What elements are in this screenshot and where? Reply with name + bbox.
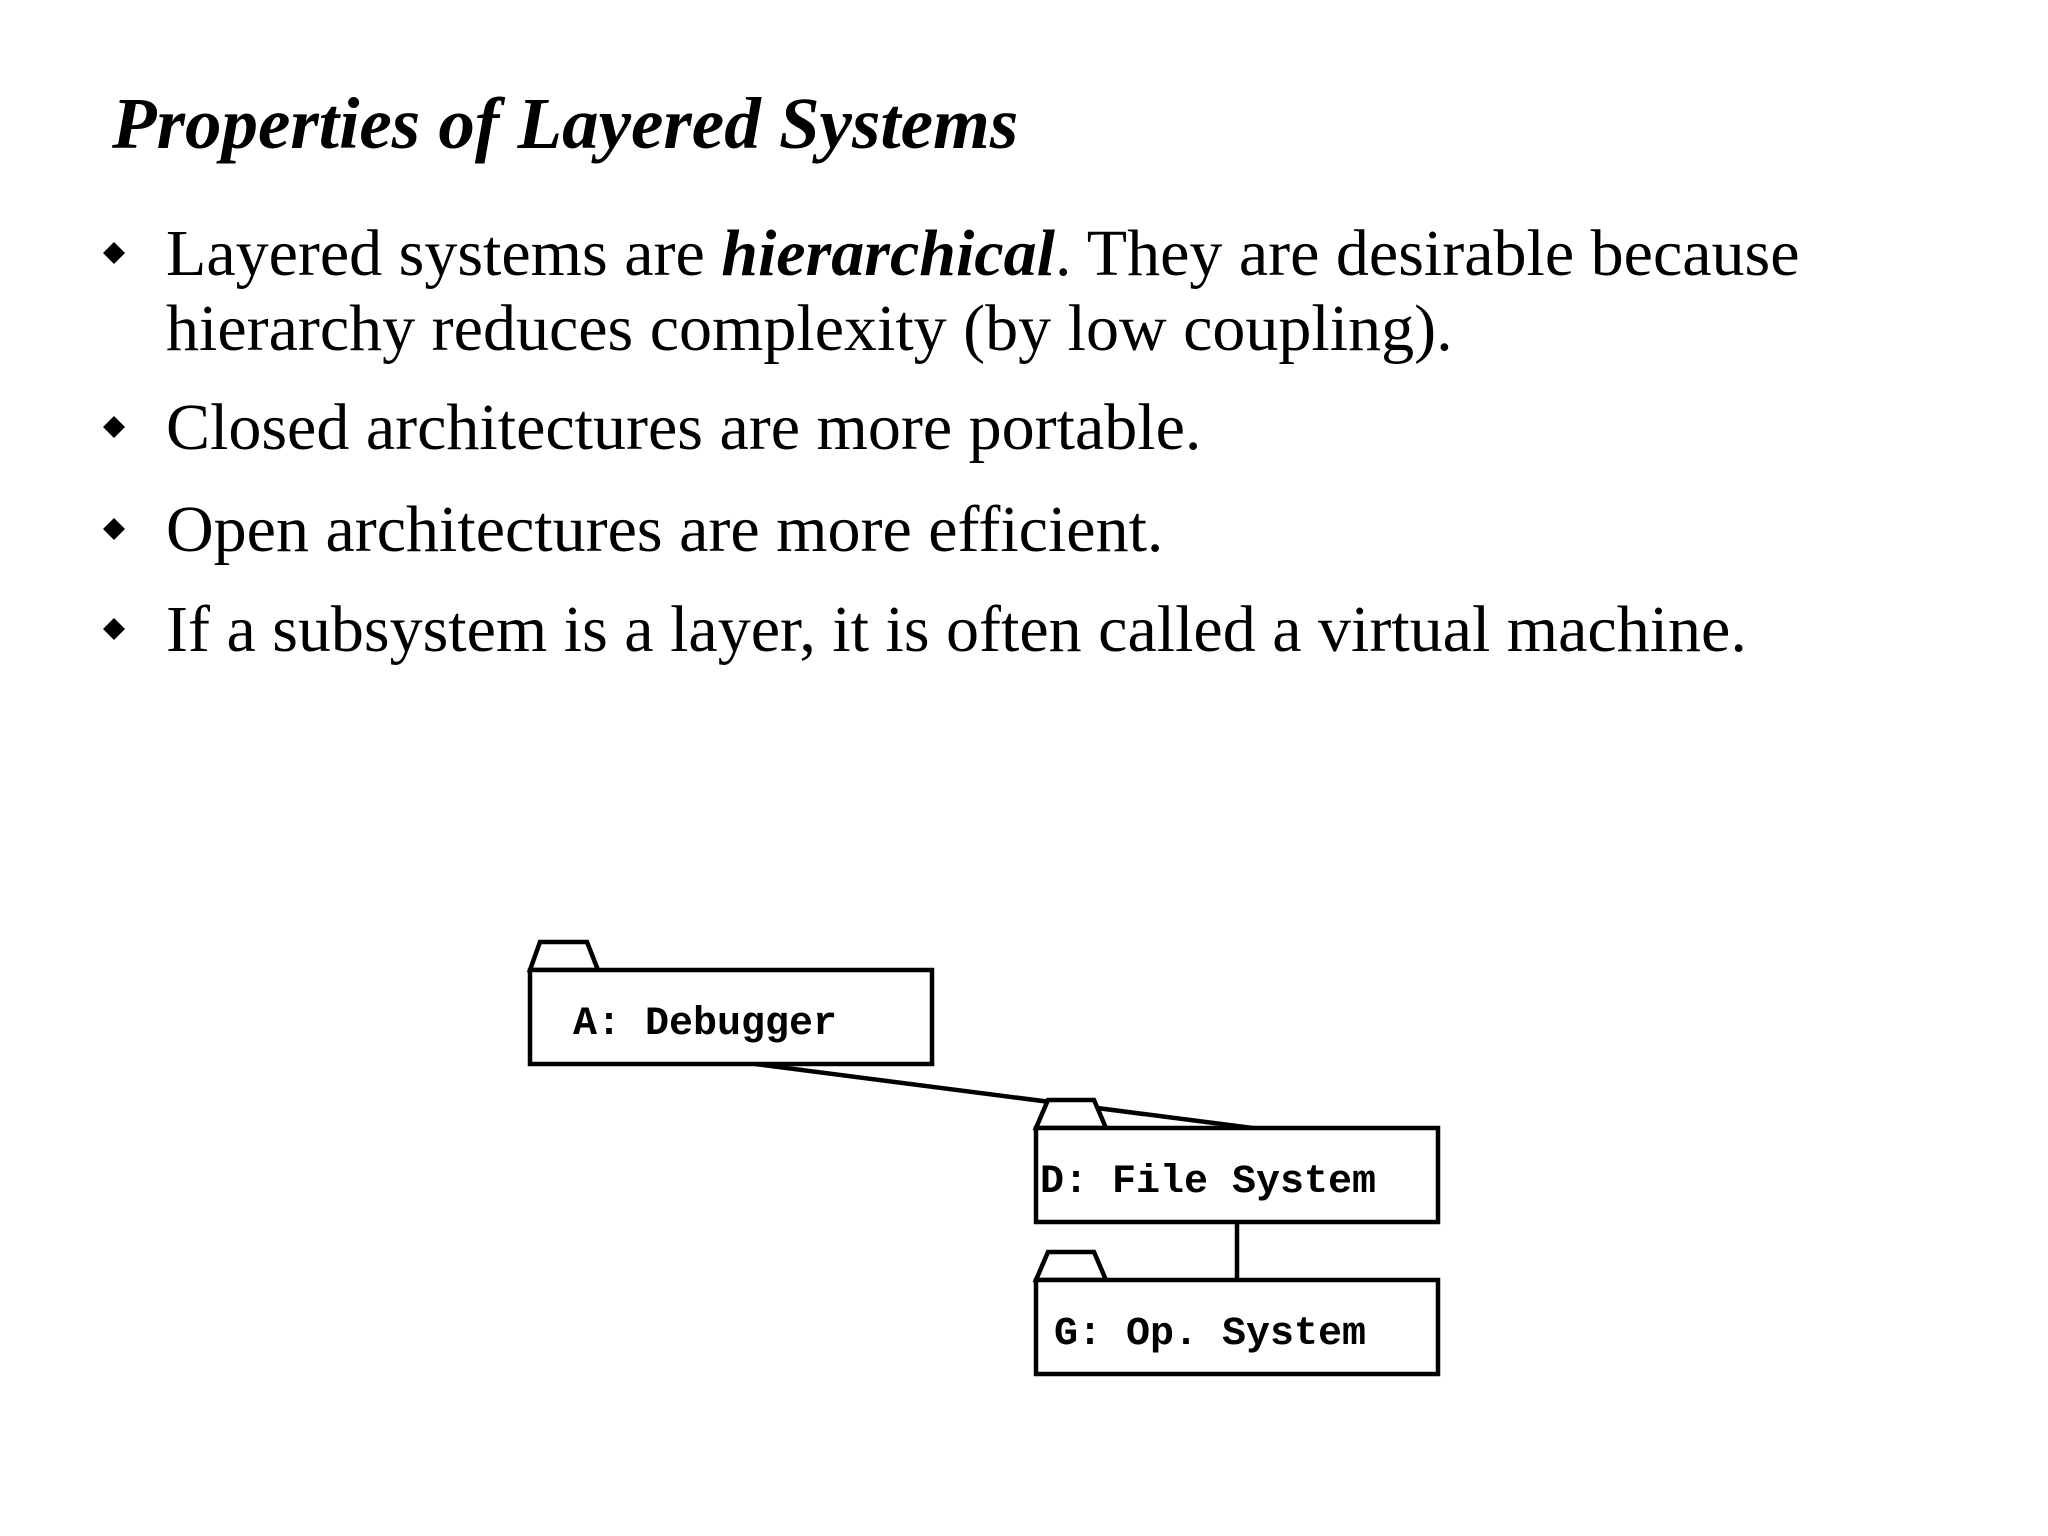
slide-title: Properties of Layered Systems [112,83,1019,164]
dependency-debugger-to-file-system [755,1064,1268,1130]
package-tab [1036,1252,1106,1280]
package-tab [530,942,598,970]
diamond-bullet-icon [103,416,125,438]
bullet-text-line-1 [166,217,1800,290]
package-debugger [530,942,932,1064]
diamond-bullet-icon [103,618,125,640]
bullet-text: Closed architectures are more portable. [166,391,1202,464]
package-label-debugger: A: Debugger [573,1002,838,1047]
diamond-bullet-icon [103,518,125,540]
bullet-text-line-2: hierarchy reduces complexity (by low coupling). [166,292,1453,365]
bullet-text-trail: . They are desirable because [1054,217,1800,290]
package-file-system [1036,1100,1438,1222]
package-tab [1036,1100,1106,1128]
diamond-bullet-icon [103,242,125,264]
package-label-file-system: D: File System [1040,1160,1377,1205]
emphasis-hierarchical: hierarchical [721,217,1055,290]
package-label-op-system: G: Op. System [1054,1312,1367,1357]
bullet-text: Open architectures are more efficient. [166,493,1164,566]
bullet-item-virtual-machine [0,592,1980,752]
bullet-text [166,216,1980,366]
bullet-text: If a subsystem is a layer, it is often called a virtual machine. [166,593,1747,666]
bullet-item-hierarchical [0,216,1980,376]
bullet-text-lead: Layered systems are [166,217,722,290]
